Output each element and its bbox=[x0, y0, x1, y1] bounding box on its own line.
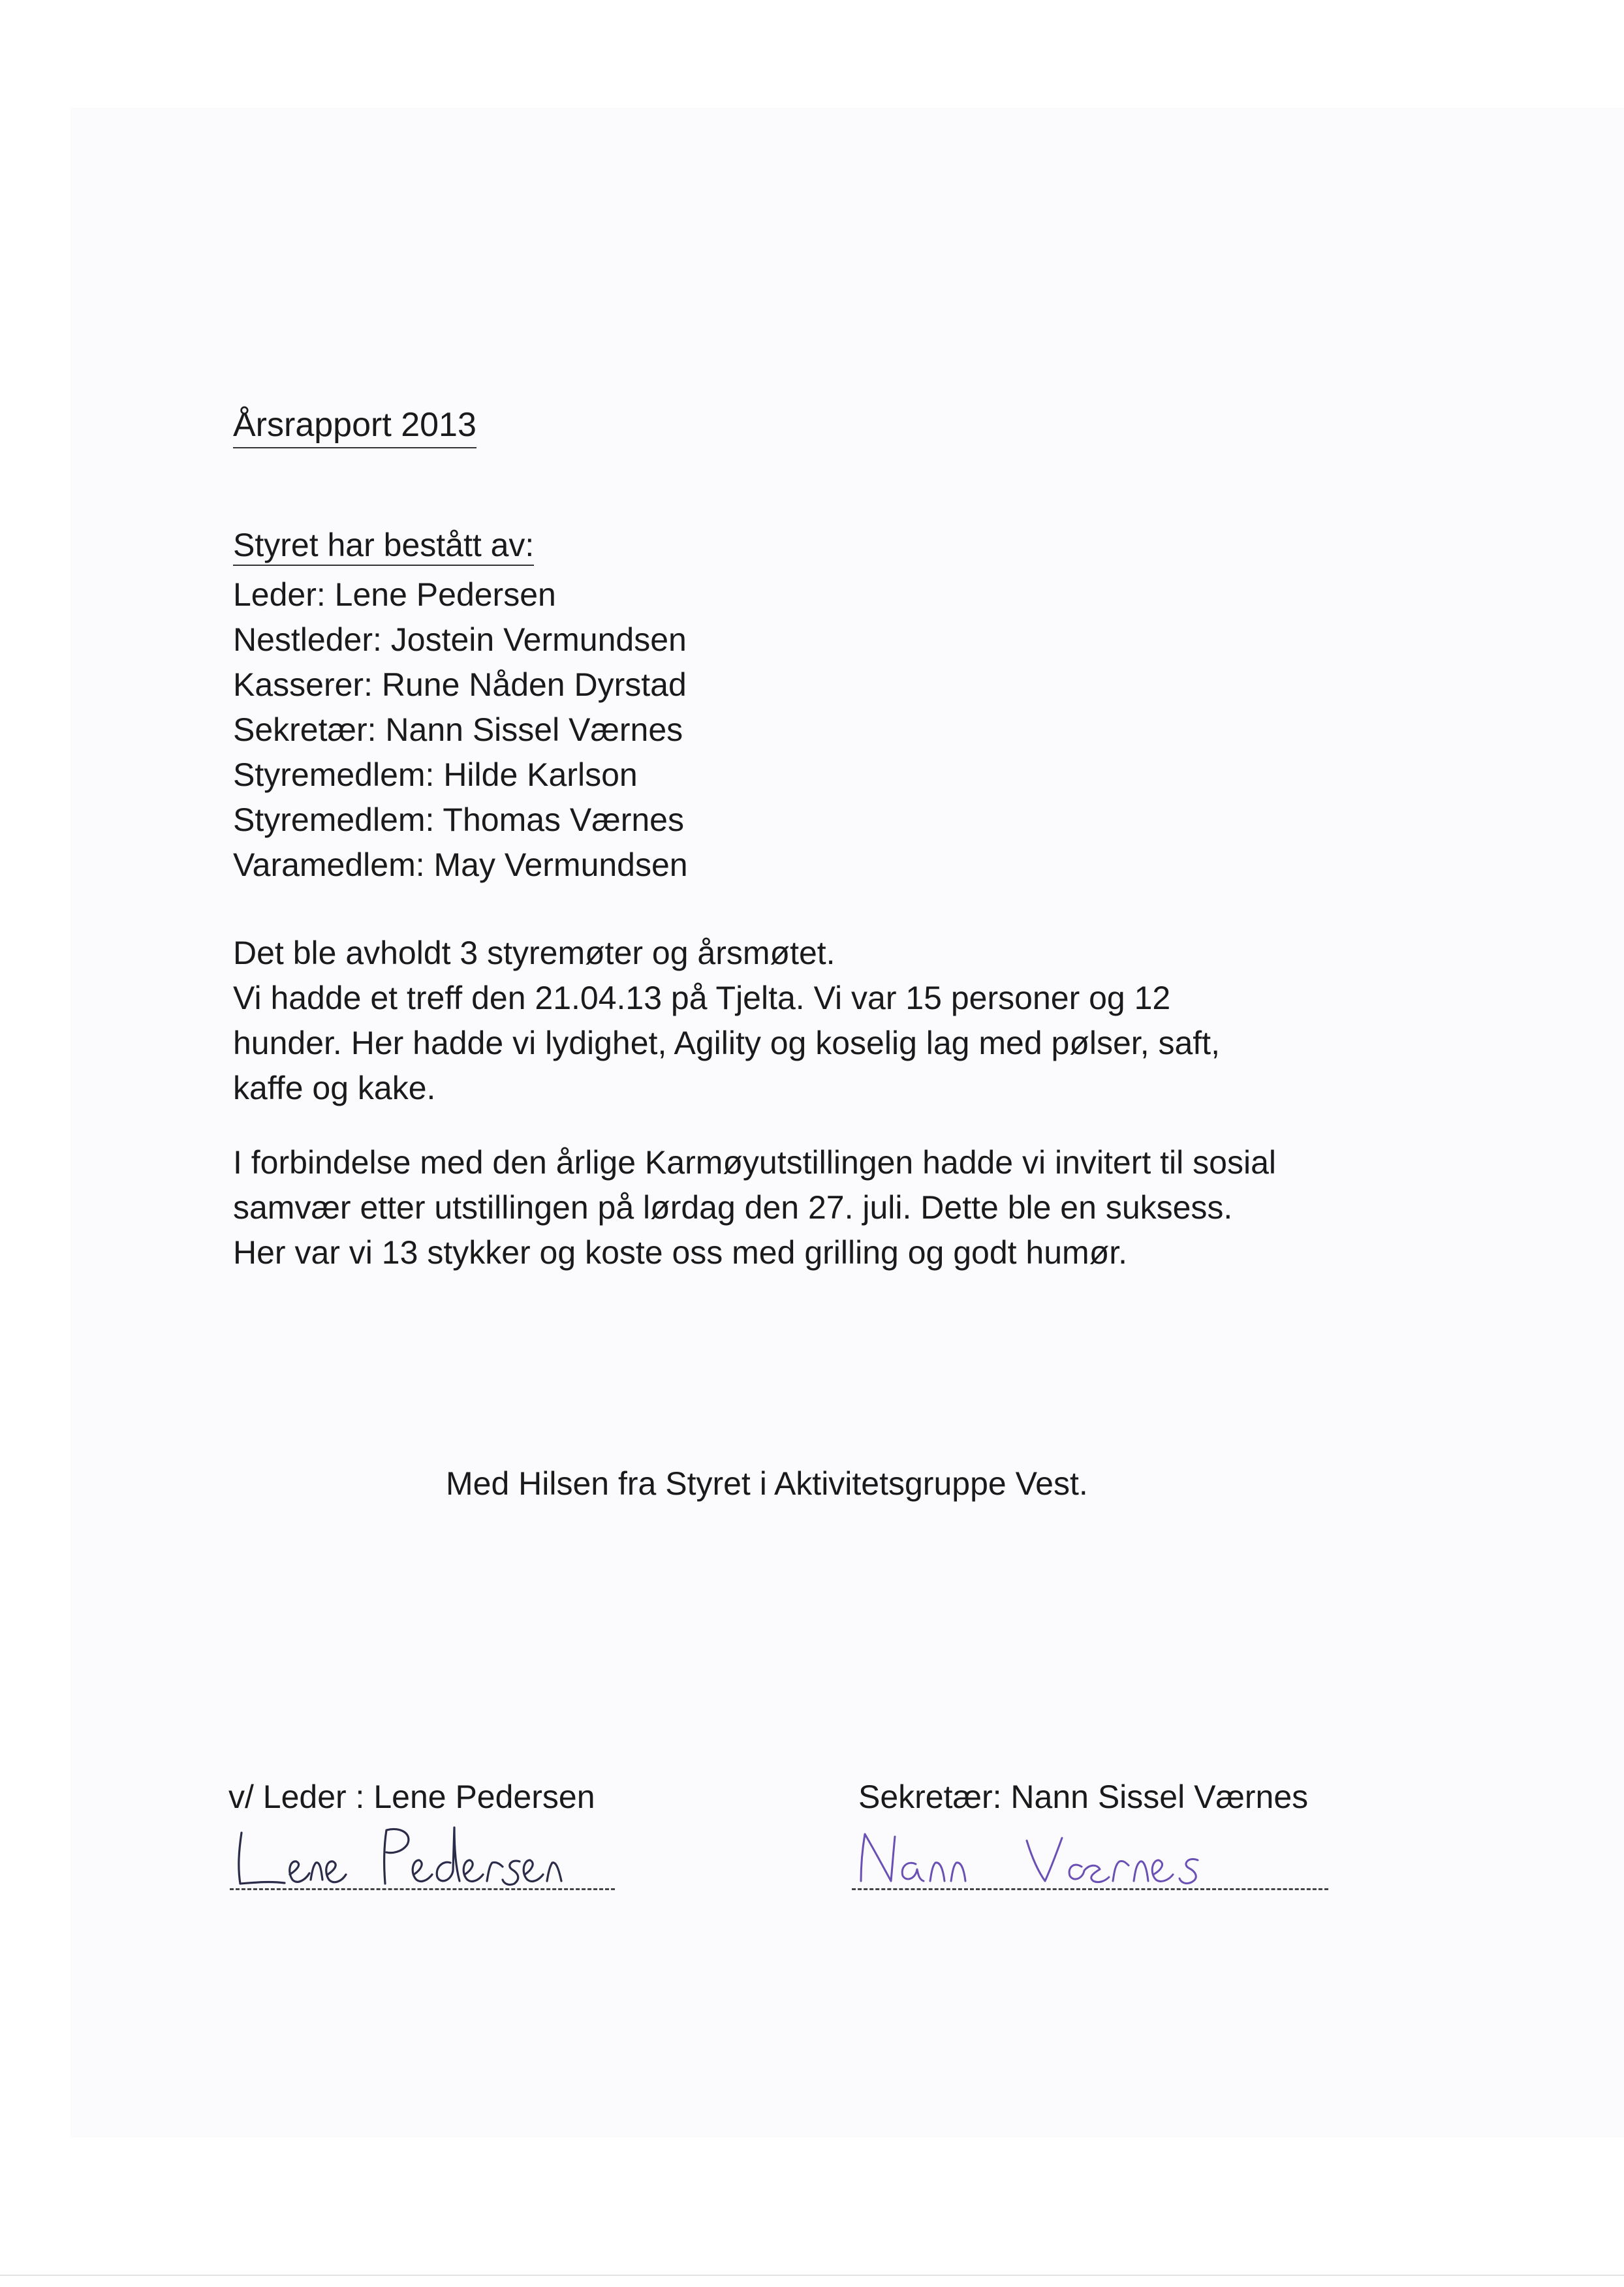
board-member-list bbox=[233, 572, 688, 888]
board-member: Kasserer: Rune Nåden Dyrstad bbox=[233, 666, 687, 703]
board-member: Varamedlem: May Vermundsen bbox=[233, 847, 688, 883]
paragraph-line: kaffe og kake. bbox=[233, 1070, 436, 1106]
paragraph-line: I forbindelse med den årlige Karmøyutstillingen hadde vi invitert til sosial bbox=[233, 1144, 1276, 1181]
paragraph-line: hunder. Her hadde vi lydighet, Agility og koselig lag med pølser, saft, bbox=[233, 1025, 1220, 1061]
paragraph-line: Det ble avholdt 3 styremøter og årsmøtet. bbox=[233, 935, 835, 971]
scan-edge bbox=[0, 2275, 1624, 2276]
secretary-handwritten-signature bbox=[852, 1821, 1257, 1893]
document-title: Årsrapport 2013 bbox=[233, 407, 476, 448]
board-heading: Styret har bestått av: bbox=[233, 528, 534, 566]
secretary-signature-label: Sekretær: Nann Sissel Værnes bbox=[858, 1779, 1309, 1815]
board-member: Nestleder: Jostein Vermundsen bbox=[233, 621, 687, 658]
paragraph-exhibition bbox=[233, 1140, 1276, 1275]
board-member: Styremedlem: Hilde Karlson bbox=[233, 756, 638, 793]
leader-signature-label: v/ Leder : Lene Pedersen bbox=[228, 1779, 595, 1815]
board-member: Styremedlem: Thomas Værnes bbox=[233, 801, 684, 838]
board-member: Leder: Lene Pedersen bbox=[233, 576, 556, 613]
leader-handwritten-signature bbox=[230, 1821, 582, 1893]
paragraph-line: Vi hadde et treff den 21.04.13 på Tjelta. Vi var 15 personer og 12 bbox=[233, 980, 1171, 1016]
leader-signature-line bbox=[230, 1888, 615, 1890]
secretary-signature-line bbox=[852, 1888, 1328, 1890]
closing-greeting: Med Hilsen fra Styret i Aktivitetsgruppe Vest. bbox=[446, 1465, 1088, 1502]
paragraph-line: Her var vi 13 stykker og koste oss med grilling og godt humør. bbox=[233, 1234, 1128, 1271]
board-member: Sekretær: Nann Sissel Værnes bbox=[233, 711, 683, 748]
paragraph-meetings bbox=[233, 931, 1220, 1111]
paragraph-line: samvær etter utstillingen på lørdag den 27. juli. Dette ble en suksess. bbox=[233, 1189, 1233, 1226]
